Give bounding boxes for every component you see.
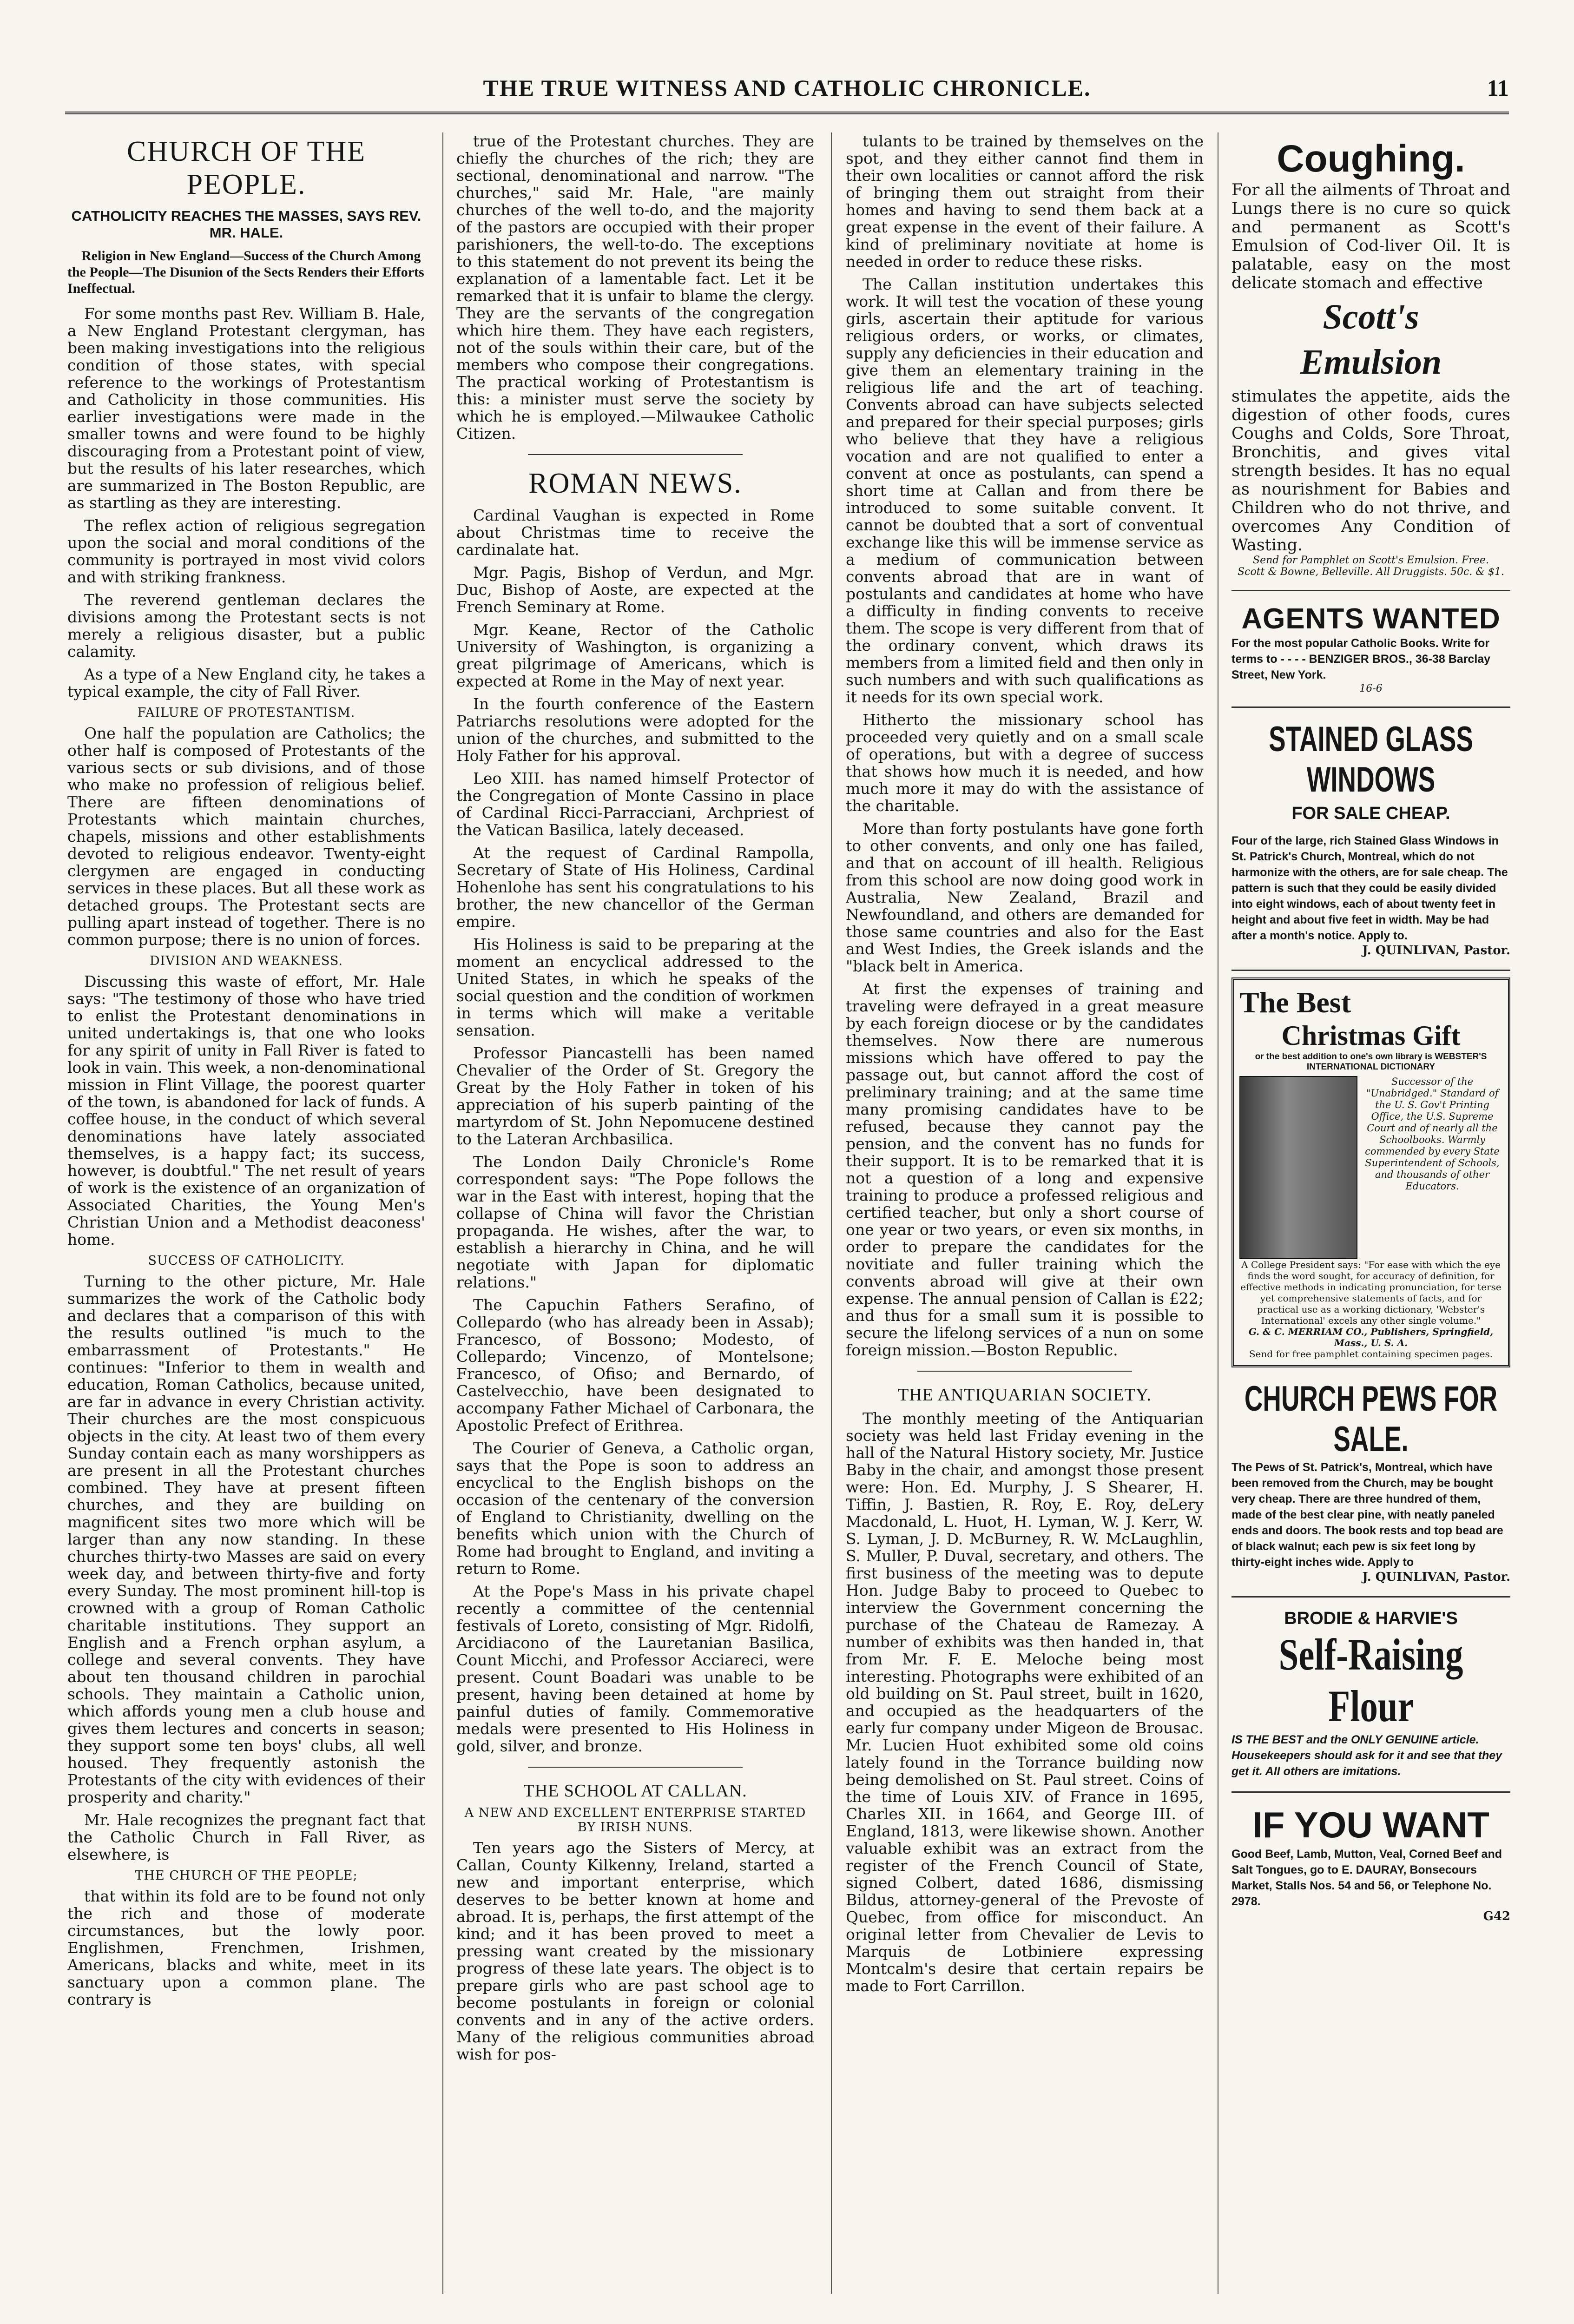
paragraph: The London Daily Chronicle's Rome correspondent says: "The Pope follows the war in the East with interest, hoping that the collapse of China will favor the Christian propaganda. He wishes, after the war, to establish a hierarchy in China, and he will negotiate with Japan for diplomatic relations." xyxy=(456,1153,814,1291)
paragraph: true of the Protestant churches. They are chiefly the churches of the rich; they are sectional, denominational and narrow. "The churches," said Mr. Hale, "are mainly churches of the well to-do, and the majority of the pastors are occupied with their proper parishioners, the well-to-do. The exceptions to this statement do not prevent its being the explanation of a lamentable fact. Let it be remarked that it is unfair to blame the clergy. They are the servants of the congregation which hire them. They have each registers, not of the souls within their care, but of the members who compose their congregations. The practical working of Protestantism is this: a minister must serve the society by which he is employed.—Milwaukee Catholic Citizen. xyxy=(456,132,814,442)
article-subhead: CATHOLICITY REACHES THE MASSES, SAYS REV. MR. HALE. xyxy=(71,208,421,241)
section-heading: DIVISION AND WEAKNESS. xyxy=(150,954,343,968)
paragraph: Mr. Hale recognizes the pregnant fact that the Catholic Church in Fall River, as elsewhere, is xyxy=(67,1811,425,1863)
paragraph: At first the expenses of training and traveling were defrayed in a great measure by each foreign diocese or by the candidates themselves. Now there are numerous missions which have offered to pay the passage out, but cannot afford the cost of preliminary training; and at the same time many promising candidates have to be refused, because they cannot pay the pension, and the convent has no funds for their support. It is to be remarked that it is not a question of a long and expensive training to produce a professed religious and certified teacher, but only a short course of one year or two years, or even six months, in order to prepare the candidates for the novitiate and fuller training which the convents abroad will give at their own expense. The annual pension of Callan is £22; and thus for a small sum it is possible to secure the lifelong services of a nun on some foreign mission.—Boston Republic. xyxy=(846,980,1204,1359)
section-heading: FAILURE OF PROTESTANTISM. xyxy=(137,706,356,720)
ad-signature: J. QUINLIVAN, Pastor. xyxy=(1362,1570,1510,1584)
ad-text: Four of the large, rich Stained Glass Windows in St. Patrick's Church, Montreal, which do not harmonize with the others, are for sale cheap. The pattern is such that they could be easily divided into eight windows, each of about twenty feet in height and about five feet in width. May be had after a month's notice. Apply to. xyxy=(1232,834,1508,942)
paragraph: As a type of a New England city, he takes a typical example, the city of Fall River. xyxy=(67,665,425,700)
paragraph: At the Pope's Mass in his private chapel recently a committee of the centennial festivals of Loreto, consisting of Mgr. Ridolfi, Arcidiacono of the Lauretanian Basilica, Count Micchi, and Professor Acciareci, were present. Count Boadari was unable to be present, having been detained at home by painful duties of family. Commemorative medals were presented to His Holiness in gold, silver, and bronze. xyxy=(456,1582,814,1755)
paragraph: The reverend gentleman declares the divisions among the Protestant sects is not merely a religious disaster, but a public calamity. xyxy=(67,591,425,660)
column-2 xyxy=(456,132,814,2317)
ad-text: For the most popular Catholic Books. Write for terms to - - - - BENZIGER BROS., 36-38 Barclay Street, New York. xyxy=(1232,637,1491,681)
ad-agents-wanted xyxy=(1232,598,1510,708)
paragraph: The Callan institution undertakes this work. It will test the vocation of these young girls, ascertain their aptitude for various religious orders, or works, or climates, supply any deficiencies in their education and give them an elementary training in the religious life and the art of teaching. Convents abroad can have subjects selected and prepared for their special purposes; girls who believe that they have a religious vocation and are not qualified to enter a convent at once as postulants, can spend a short time at Callan and from there be introduced to some suitable convent. It cannot be doubted that a sort of conventual exchange like this will be immense service as a medium of communication between convents abroad that are in want of postulants and candidates at home who have a difficulty in finding convents to receive them. The scope is very different from that of the ordinary convent, which draws its members from a limited field and then only in such numbers and with such qualifications as it needs for its own special work. xyxy=(846,275,1204,706)
ad-publisher: G. & C. MERRIAM CO., Publishers, Springfield, Mass., U. S. A. xyxy=(1248,1326,1494,1348)
ad-title: CHURCH PEWS FOR SALE. xyxy=(1244,1379,1498,1459)
masthead xyxy=(65,70,1509,114)
dictionary-book-illustration xyxy=(1239,1076,1357,1259)
paragraph: tulants to be trained by themselves on the spot, and they either cannot find them in their own localities or cannot afford the risk of bringing them out straight from their homes and having to send them back at a great expense in the event of their failure. A kind of preliminary novitiate at home is needed in order to reduce these risks. xyxy=(846,132,1204,271)
article-headline: ROMAN NEWS. xyxy=(528,468,742,499)
ad-text: Successor of the "Unabridged." Standard of the U. S. Gov't Printing Office, the U.S. Supreme Court and of nearly all the Schoolbooks. Warmly commended by every State Superintendent of Schools, and thousands of other Educators. xyxy=(1365,1076,1500,1192)
ad-self-raising-flour xyxy=(1232,1604,1510,1793)
ad-title: Coughing. xyxy=(1277,138,1465,180)
ad-fine-print: Scott & Bowne, Belleville. All Druggists. 50c. & $1. xyxy=(1238,566,1504,578)
article-deck: Religion in New England—Success of the Church Among the People—The Disunion of the Sects Renders their Efforts Ineffectual. xyxy=(67,248,424,296)
column-rule xyxy=(831,132,832,2294)
paragraph: Hitherto the missionary school has proceeded very quietly and on a small scale of operations, but with a degree of success that shows how much it is needed, and how much more it may do with the assistance of the charitable. xyxy=(846,711,1204,815)
ad-church-pews xyxy=(1232,1374,1510,1598)
ad-logo: Scott's xyxy=(1323,297,1419,337)
paragraph: Ten years ago the Sisters of Mercy, at Callan, County Kilkenny, Ireland, started a new and important enterprise, which deserves to be better known at home and abroad. It is, perhaps, the first attempt of the kind; and it has been proved to meet a pressing want created by the missionary progress of these late years. The object is to prepare girls who are past school age to become postulants in foreign or colonial convents and in any of the active orders. Many of the religious communities abroad wish for pos- xyxy=(456,1839,814,2063)
column-3 xyxy=(846,132,1204,2317)
ad-fine-print: Send for free pamphlet containing specimen pages. xyxy=(1249,1348,1493,1360)
article-headline: THE ANTIQUARIAN SOCIETY. xyxy=(898,1385,1152,1405)
ad-text: For all the ailments of Throat and Lungs there is no cure so quick and permanent as Scott's Emulsion of Cod-liver Oil. It is palatable, easy on the most delicate stomach and effective xyxy=(1232,181,1510,292)
divider xyxy=(528,1767,743,1768)
paragraph: Cardinal Vaughan is expected in Rome about Christmas time to receive the cardinalate hat. xyxy=(456,506,814,559)
divider xyxy=(528,454,743,455)
ad-reference: G42 xyxy=(1483,1909,1510,1923)
paragraph: Turning to the other picture, Mr. Hale summarizes the work of the Catholic body and declares that a comparison of this with the results outlined "is much to the embarrassment of Protestants." He continues: "Inferior to them in wealth and education, Roman Catholics, because united, are far in advance in every Christian activity. Their churches are the most conspicuous objects in the city. At least two of them every Sunday contain each as many worshippers as are present in all the Protestant churches combined. They have at present fifteen churches, and they are building on magnificent sites two more which will be larger than any now standing. In these churches thirty-two Masses are said on every week day, and between thirty-five and forty every Sunday. The most prominent hill-top is crowned with a group of Roman Catholic charitable institutions. They support an English and a French orphan asylum, a college and several convents. They have about ten thousand children in parochial schools. They maintain a Catholic union, which affords young men a club house and gives them lectures and concerts in season; they support some ten boys' clubs, all well housed. They frequently astonish the Protestants of the city with evidences of their prosperity and charity." xyxy=(67,1272,425,1806)
ad-signature: J. QUINLIVAN, Pastor. xyxy=(1362,944,1510,957)
ad-subtitle: FOR SALE CHEAP. xyxy=(1291,804,1450,823)
ad-text: stimulates the appetite, aids the digestion of other foods, cures Coughs and Colds, Sore Throat, Bronchitis, and gives vital strength besides. It has no equal as nourishment for Babies and Children who do not thrive, and overcomes Any Condition of Wasting. xyxy=(1232,387,1510,555)
paragraph: In the fourth conference of the Eastern Patriarchs resolutions were adopted for the union of the churches, and submitted to the Holy Father for his approval. xyxy=(456,695,814,765)
ad-text: The Pews of St. Patrick's, Montreal, which have been removed from the Church, may be bought very cheap. There are three hundred of them, made of the best clear pine, with neatly paneled ends and doors. The book rests and top bead are of black walnut; each pew is six feet long by thirty-eight inches wide. Apply to xyxy=(1232,1461,1503,1569)
ad-stained-glass xyxy=(1232,714,1510,971)
paragraph: The Capuchin Fathers Serafino, of Collepardo (who has already been in Assab); Francesco, of Bossono; Modesto, of Collepardo; Vincenzo, of Montelsone; Francesco, of Ofiso; and Bernardo, of Castelvecchio, have been designated to accompany Father Michael of Carbonara, the Apostolic Prefect of Erithrea. xyxy=(456,1296,814,1434)
masthead-title: THE TRUE WITNESS AND CATHOLIC CHRONICLE. xyxy=(483,75,1091,101)
paragraph: At the request of Cardinal Rampolla, Secretary of State of His Holiness, Cardinal Hohenlohe has sent his congratulations to his brother, the new chancellor of the German empire. xyxy=(456,844,814,931)
ad-title: Christmas Gift xyxy=(1281,1020,1461,1051)
ad-quote: A College President says: "For ease with which the eye finds the word sought, for accuracy of definition, for effective methods in indicating pronunciation, for terse yet comprehensive statements of facts, and for practical use as a working dictionary, 'Webster's International' excels any other single volume." xyxy=(1240,1259,1502,1326)
ad-title: The Best xyxy=(1239,986,1351,1019)
ad-fine-print: Send for Pamphlet on Scott's Emulsion. Free. xyxy=(1253,555,1489,566)
paragraph: Mgr. Pagis, Bishop of Verdun, and Mgr. Duc, Bishop of Aoste, are expected at the French Seminary at Rome. xyxy=(456,563,814,616)
paragraph: More than forty postulants have gone forth to other convents, and only one has failed, and that on account of ill health. Religious from this school are now doing good work in Australia, New Zealand, Brazil and Newfoundland, and others are demanded for those same countries and also for the East and West Indies, the Greek islands and the "black belt in America. xyxy=(846,819,1204,975)
paragraph: that within its fold are to be found not only the rich and those of moderate circumstances, but the lowly poor. Englishmen, Frenchmen, Irishmen, Americans, blacks and white, meet in its sanctuary upon a common plane. The contrary is xyxy=(67,1887,425,2008)
ad-webster-dictionary xyxy=(1232,977,1510,1367)
ad-scotts-emulsion xyxy=(1232,132,1510,591)
ad-butcher xyxy=(1232,1799,1510,1935)
section-heading: SUCCESS OF CATHOLICITY. xyxy=(148,1254,345,1268)
section-heading: THE CHURCH OF THE PEOPLE; xyxy=(135,1868,358,1883)
column-1 xyxy=(67,132,425,2317)
ad-reference: 16-6 xyxy=(1359,683,1383,694)
paragraph: For some months past Rev. William B. Hale, a New England Protestant clergyman, has been making investigations into the religious condition of those states, with special reference to the workings of Protestantism and Catholicity in those communities. His earlier investigations were made in the smaller towns and were found to be highly discouraging from a Protestant point of view, but the results of his later researches, which are summarized in The Boston Republic, are as startling as they are interesting. xyxy=(67,304,425,512)
paragraph: The monthly meeting of the Antiquarian society was held last Friday evening in the hall of the Natural History society, Mr. Justice Baby in the chair, and amongst those present were: Hon. Ed. Murphy, J. S Shearer, H. Tiffin, J. Bastien, R. Roy, E. Roy, deLery Macdonald, L. Huot, H. Lyman, W. J. Kerr, W. S. Lyman, J. D. McBurney, R. W. McLaughlin, S. Muller, P. Duval, secretary, and others. The first business of the meeting was to depute Hon. Judge Baby to proceed to Quebec to interview the Government concerning the purchase of the Chateau de Ramezay. A number of exhibits was then handed in, that from Mr. F. E. Meloche being most interesting. Photographs were exhibited of an old building on St. Paul street, built in 1620, and occupied as the headquarters of the early fur company under Migeon de Brousac. Mr. Lucien Huot exhibited some old coins lately found in the Torrance building now being demolished on St. Paul street. Coins of the time of Louis XIV. of France in 1695, Charles XII. in 1664, and George III. of England, 1813, were likewise shown. Another valuable exhibit was an extract from the register of the French Council of State, signed Colbert, dated 1686, dismissing Bildus, attorney-general of the Prevoste of Quebec, from office for misconduct. An original letter from Chevalier de Levis to Marquis de Lotbiniere expressing Montcalm's desire that certain repairs be made to Fort Carrillon. xyxy=(846,1409,1204,1995)
page-number: 11 xyxy=(1487,75,1509,101)
ad-text: IS THE BEST and the ONLY GENUINE article. Housekeepers should ask for it and see that they get it. All others are imitations. xyxy=(1232,1733,1502,1778)
article-deck: A NEW AND EXCELLENT ENTERPRISE STARTED BY IRISH NUNS. xyxy=(464,1806,806,1835)
ad-title: AGENTS WANTED xyxy=(1241,603,1501,635)
column-rule xyxy=(442,132,443,2294)
paragraph: Professor Piancastelli has been named Chevalier of the Order of St. Gregory the Great by the Holy Father in token of his appreciation of his superb painting of the martyrdom of St. John Nepomucene destined to the Lateran Archbasilica. xyxy=(456,1044,814,1148)
paragraph: Discussing this waste of effort, Mr. Hale says: "The testimony of those who have tried to enlist the Protestant denominations in united undertakings is, that one who looks for any spirit of unity in Fall River is fated to look in vain. This week, a non-denominational mission in Flint Village, the poorest quarter of the town, is abandoned for lack of funds. A coffee house, in the conduct of which several denominations have lately associated themselves, is a happy fact; its success, however, is doubtful." The net result of years of work is the existence of an organization of Associated Charities, the Young Men's Christian Union and a Methodist deaconess' home. xyxy=(67,972,425,1248)
ad-text: Good Beef, Lamb, Mutton, Veal, Corned Beef and Salt Tongues, go to E. DAURAY, Bonsecours Market, Stalls Nos. 54 and 56, or Telephone No. 2978. xyxy=(1232,1848,1502,1908)
ad-subtitle: or the best addition to one's own library is WEBSTER'S INTERNATIONAL DICTIONARY xyxy=(1255,1052,1487,1072)
divider xyxy=(917,1371,1132,1372)
paragraph: The Courier of Geneva, a Catholic organ, says that the Pope is soon to address an encyclical to the English bishops on the occasion of the centenary of the conversion of England to Christianity, dwelling on the benefits which union with the Church of Rome had brought to England, and inviting a return to Rome. xyxy=(456,1439,814,1578)
ad-title: STAINED GLASS WINDOWS xyxy=(1269,720,1473,799)
ads-column xyxy=(1232,132,1510,2317)
ad-title: IF YOU WANT xyxy=(1252,1804,1489,1845)
paragraph: One half the population are Catholics; the other half is composed of Protestants of the various sects or sub divisions, and of those who make no profession of religious belief. There are fifteen denominations of Protestants which maintain churches, chapels, missions and other establishments devoted to religious endeavor. Twenty-eight clergymen are engaged in conducting services in these places. But all these work as detached groups. The Protestant sects are pulling apart instead of together. There is no common purpose; there is no union of forces. xyxy=(67,724,425,949)
paragraph: Mgr. Keane, Rector of the Catholic University of Washington, is organizing a great pilgrimage of Americans, which is expected at Rome in the May of next year. xyxy=(456,621,814,690)
article-headline: CHURCH OF THE PEOPLE. xyxy=(126,136,366,200)
paragraph: His Holiness is said to be preparing at the moment an encyclical addressed to the United States, in which he speaks of the social question and the condition of workmen in terms which will make a veritable sensation. xyxy=(456,935,814,1039)
paragraph: Leo XIII. has named himself Protector of the Congregation of Monte Cassino in place of Cardinal Ricci-Parracciani, Archpriest of the Vatican Basilica, lately deceased. xyxy=(456,769,814,839)
paragraph: The reflex action of religious segregation upon the social and moral conditions of the community is portrayed in most vivid colors and with striking frankness. xyxy=(67,516,425,586)
ad-title: Self-Raising Flour xyxy=(1278,1630,1463,1731)
ad-title: BRODIE & HARVIE'S xyxy=(1284,1609,1458,1628)
ad-logo: Emulsion xyxy=(1300,343,1442,382)
article-headline: THE SCHOOL AT CALLAN. xyxy=(523,1781,747,1801)
